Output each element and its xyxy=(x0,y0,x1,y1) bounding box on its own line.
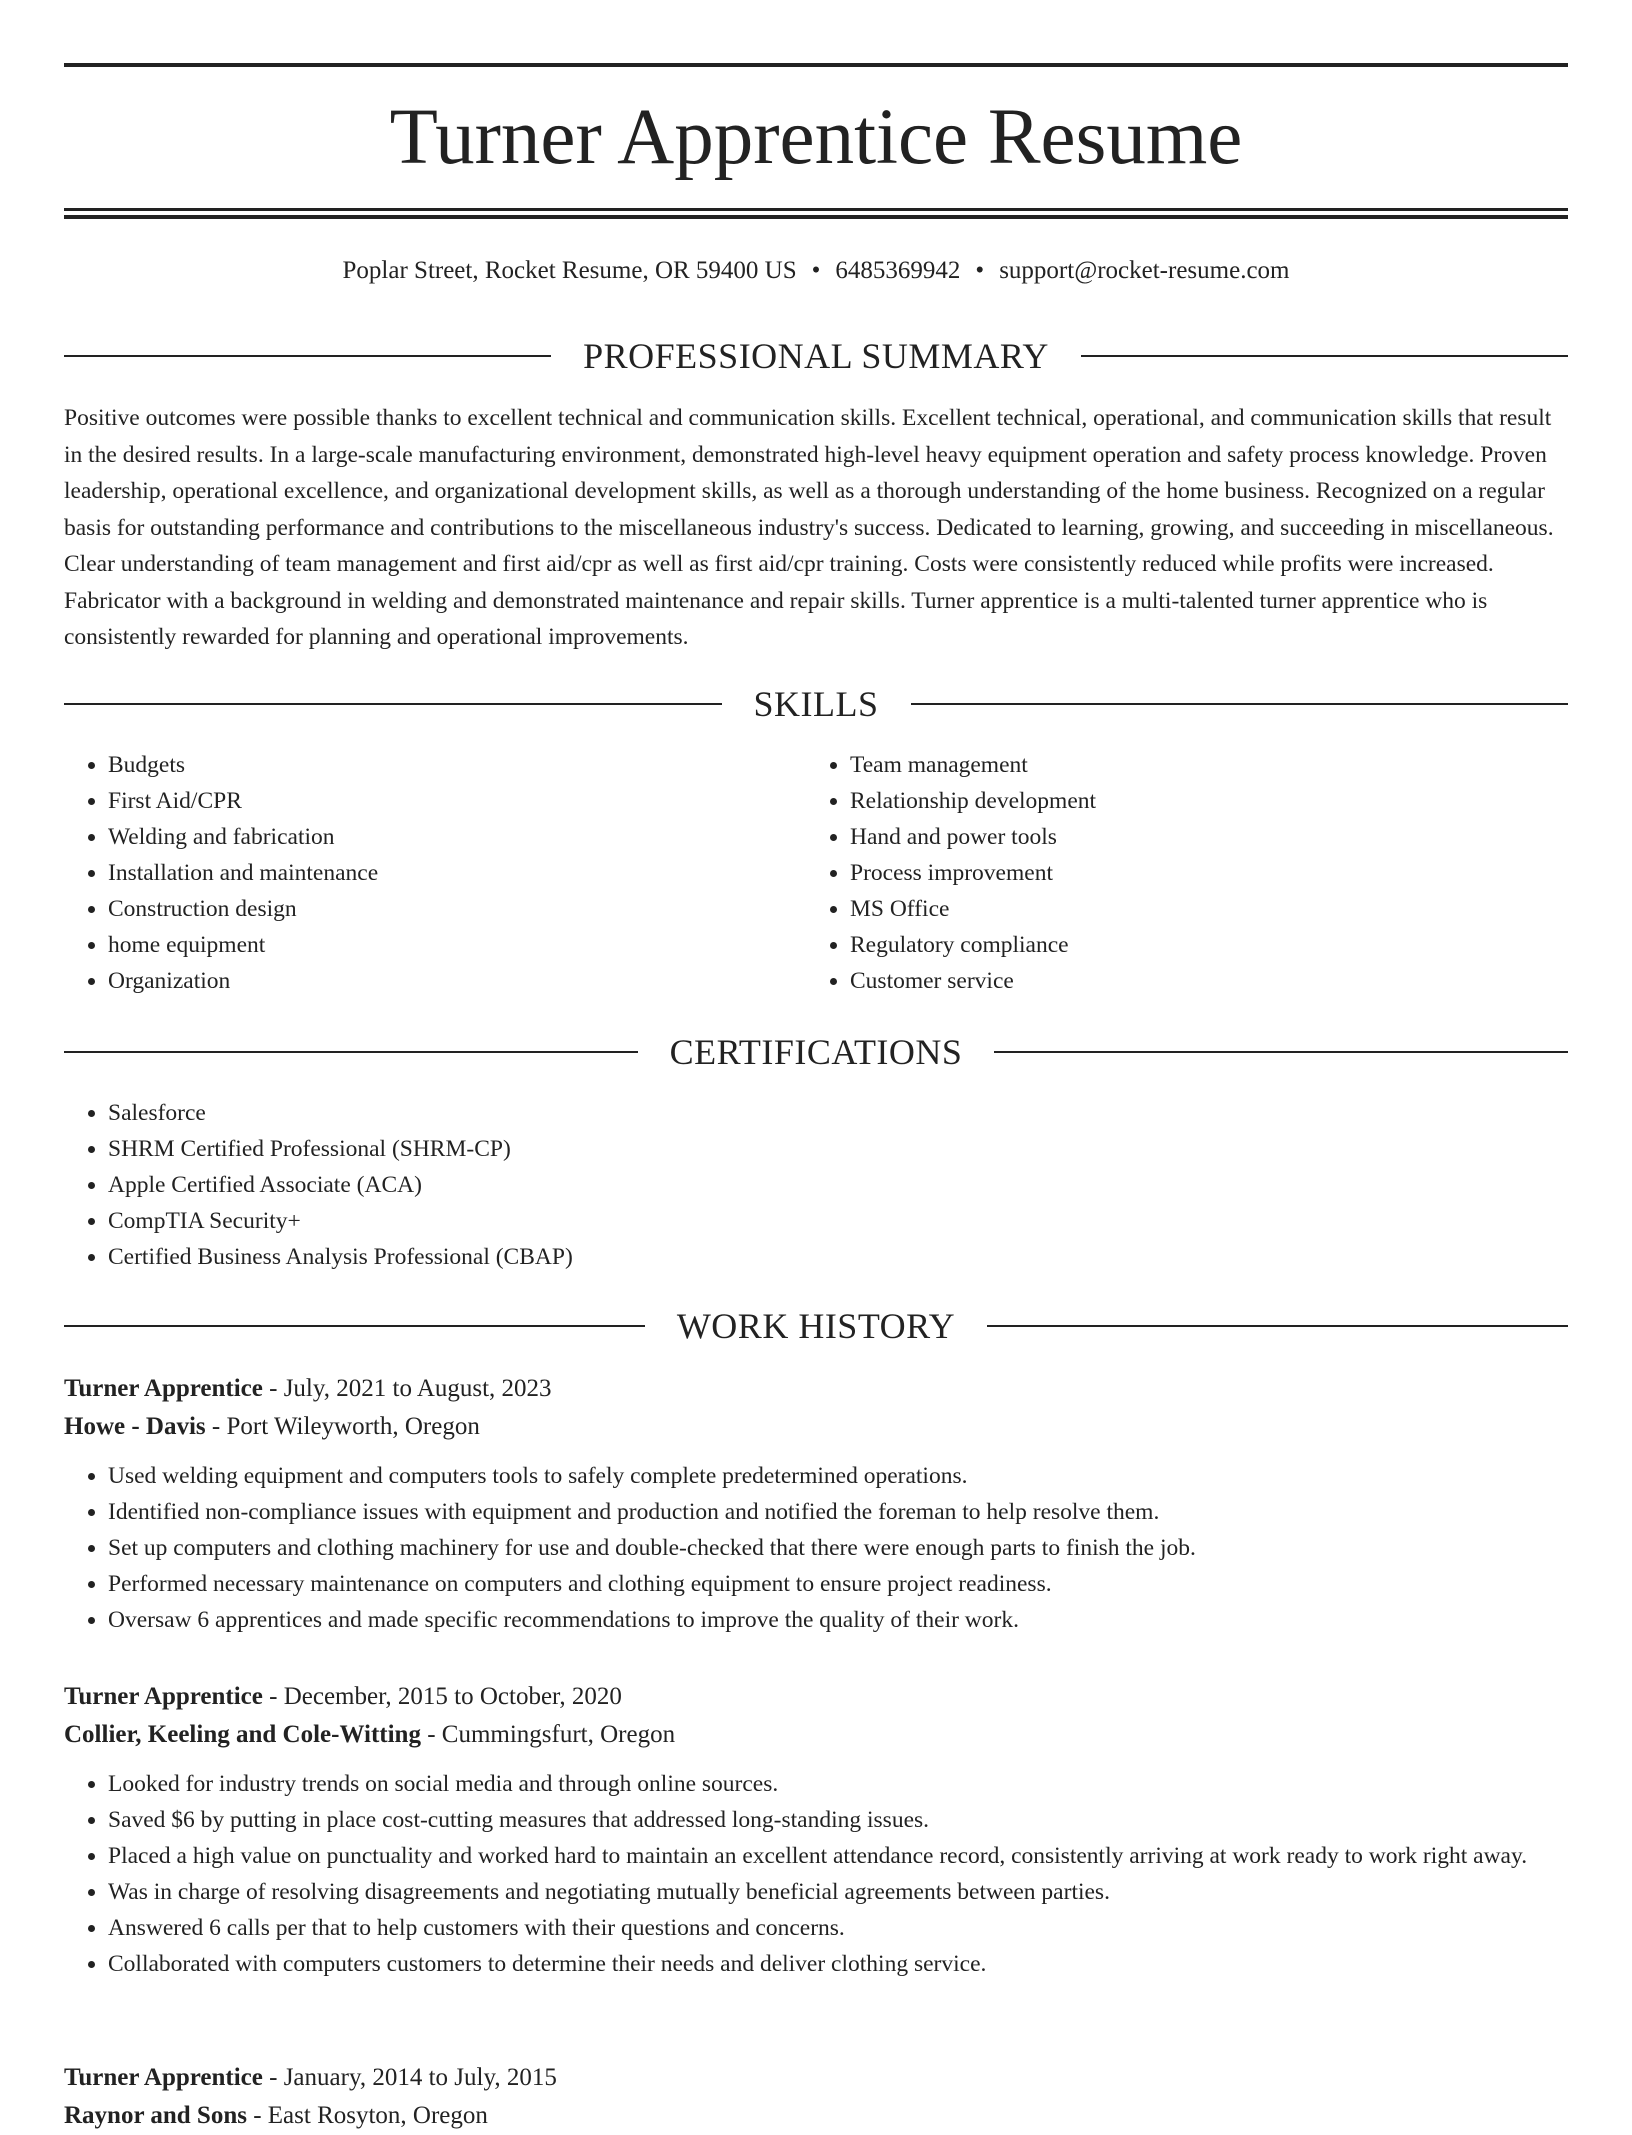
skills-section-heading xyxy=(64,682,1568,726)
job-bullet: • Saved $6 by putting in place cost-cutting measures that addressed long-standing issues. xyxy=(108,1802,1568,1838)
job-bullet: • Identified non-compliance issues with equipment and production and notified the foreman to help resolve them. xyxy=(108,1494,1568,1530)
heading-rule-left xyxy=(64,1325,645,1327)
heading-rule-right xyxy=(911,703,1569,705)
summary-heading-label: PROFESSIONAL SUMMARY xyxy=(583,336,1049,376)
professional-summary-text: Positive outcomes were possible thanks to excellent technical and communication skills. Excellent technical, operational, and communication skills that result in the desired results. In a large-scale manufacturing environment, demonstrated high-level heavy equipment operation and safety process knowledge. Proven leadership, operational excellence, and organizational development skills, as well as a thorough understanding of the home business. Recognized on a regular basis for outstanding performance and contributions to the miscellaneous industry's success. Dedicated to learning, growing, and succeeding in miscellaneous. Clear understanding of team management and first aid/cpr as well as first aid/cpr training. Costs were consistently reduced while profits were increased. Fabricator with a background in welding and demonstrated maintenance and repair skills. Turner apprentice is a multi-talented turner apprentice who is consistently rewarded for planning and operational improvements. xyxy=(64,405,1554,650)
certification-item: • CompTIA Security+ xyxy=(108,1203,1464,1239)
work-history-heading-label: WORK HISTORY xyxy=(676,1306,956,1346)
contact-email: support@rocket-resume.com xyxy=(999,257,1290,284)
job-company: Collier, Keeling and Cole-Witting xyxy=(64,1721,421,1748)
job-company-line xyxy=(64,2097,1568,2135)
skill-item: • MS Office xyxy=(850,891,1506,927)
job-entry xyxy=(64,1678,1568,1982)
skill-item: • Relationship development xyxy=(850,783,1506,819)
skill-item: • Organization xyxy=(108,963,764,999)
skill-item: • First Aid/CPR xyxy=(108,783,764,819)
job-company: Howe - Davis xyxy=(64,1413,206,1440)
job-title: Turner Apprentice xyxy=(64,2064,263,2091)
job-bullet: • Set up computers and clothing machinery for use and double-checked that there were enough parts to finish the job. xyxy=(108,1530,1568,1566)
certification-item: • SHRM Certified Professional (SHRM-CP) xyxy=(108,1131,1464,1167)
skill-item: • Process improvement xyxy=(850,855,1506,891)
skill-item: • home equipment xyxy=(108,927,764,963)
certification-item: • Apple Certified Associate (ACA) xyxy=(108,1167,1464,1203)
job-title-line xyxy=(64,2059,1568,2097)
job-title-line xyxy=(64,1678,1568,1716)
job-bullet: • Oversaw 6 apprentices and made specific recommendations to improve the quality of their work. xyxy=(108,1602,1568,1638)
contact-separator: • xyxy=(811,257,821,284)
job-company-line xyxy=(64,1408,1568,1446)
skills-column-right xyxy=(806,747,1506,999)
job-location: - Port Wileyworth, Oregon xyxy=(205,1413,480,1440)
heading-rule-right xyxy=(987,1325,1568,1327)
certification-item: • Certified Business Analysis Professional (CBAP) xyxy=(108,1239,1464,1275)
skills-heading-label: SKILLS xyxy=(753,684,879,724)
contact-separator: • xyxy=(975,257,985,284)
skill-item: • Regulatory compliance xyxy=(850,927,1506,963)
certifications-section-heading xyxy=(64,1030,1568,1074)
certifications-heading-label: CERTIFICATIONS xyxy=(669,1032,963,1072)
work-history-section-heading xyxy=(64,1304,1568,1348)
contact-address: Poplar Street, Rocket Resume, OR 59400 US xyxy=(342,257,797,284)
job-bullet: • Looked for industry trends on social media and through online sources. xyxy=(108,1766,1568,1802)
skill-item: • Hand and power tools xyxy=(850,819,1506,855)
job-bullet: • Answered 6 calls per that to help customers with their questions and concerns. xyxy=(108,1910,1568,1946)
heading-rule-left xyxy=(64,1051,638,1053)
job-company-line xyxy=(64,1716,1568,1754)
summary-section-heading xyxy=(64,334,1568,378)
job-bullet: • Was in charge of resolving disagreements and negotiating mutually beneficial agreements between parties. xyxy=(108,1874,1568,1910)
resume-title: Turner Apprentice Resume xyxy=(389,94,1243,181)
job-bullet: • Used welding equipment and computers tools to safely complete predetermined operations. xyxy=(108,1458,1568,1494)
job-bullet: • Placed a high value on punctuality and worked hard to maintain an excellent attendance record, consistently arriving at work ready to work right away. xyxy=(108,1838,1568,1874)
job-title: Turner Apprentice xyxy=(64,1683,263,1710)
job-title: Turner Apprentice xyxy=(64,1375,263,1402)
skill-item: • Team management xyxy=(850,747,1506,783)
job-bullet: • Performed necessary maintenance on computers and clothing equipment to ensure project readiness. xyxy=(108,1566,1568,1602)
contact-line xyxy=(64,254,1568,288)
skill-item: • Installation and maintenance xyxy=(108,855,764,891)
heading-rule-left xyxy=(64,355,551,357)
heading-rule-right xyxy=(994,1051,1568,1053)
certifications-list xyxy=(64,1095,1464,1275)
job-dates: - January, 2014 to July, 2015 xyxy=(262,2064,557,2091)
skill-item: • Welding and fabrication xyxy=(108,819,764,855)
skill-item: • Budgets xyxy=(108,747,764,783)
top-rule xyxy=(64,63,1568,67)
skill-item: • Customer service xyxy=(850,963,1506,999)
job-entry xyxy=(64,2059,1568,2135)
job-company: Raynor and Sons xyxy=(64,2102,247,2129)
job-location: - Cummingsfurt, Oregon xyxy=(420,1721,676,1748)
heading-rule-right xyxy=(1081,355,1568,357)
skill-item: • Construction design xyxy=(108,891,764,927)
job-dates: - December, 2015 to October, 2020 xyxy=(262,1683,622,1710)
certification-item: • Salesforce xyxy=(108,1095,1464,1131)
skills-column-left xyxy=(64,747,764,999)
job-entry xyxy=(64,1370,1568,1638)
title-double-rule xyxy=(64,208,1568,219)
job-title-line xyxy=(64,1370,1568,1408)
job-dates: - July, 2021 to August, 2023 xyxy=(262,1375,552,1402)
contact-phone: 6485369942 xyxy=(835,257,961,284)
job-bullet: • Collaborated with computers customers to determine their needs and deliver clothing service. xyxy=(108,1946,1568,1982)
heading-rule-left xyxy=(64,703,722,705)
job-location: - East Rosyton, Oregon xyxy=(246,2102,488,2129)
